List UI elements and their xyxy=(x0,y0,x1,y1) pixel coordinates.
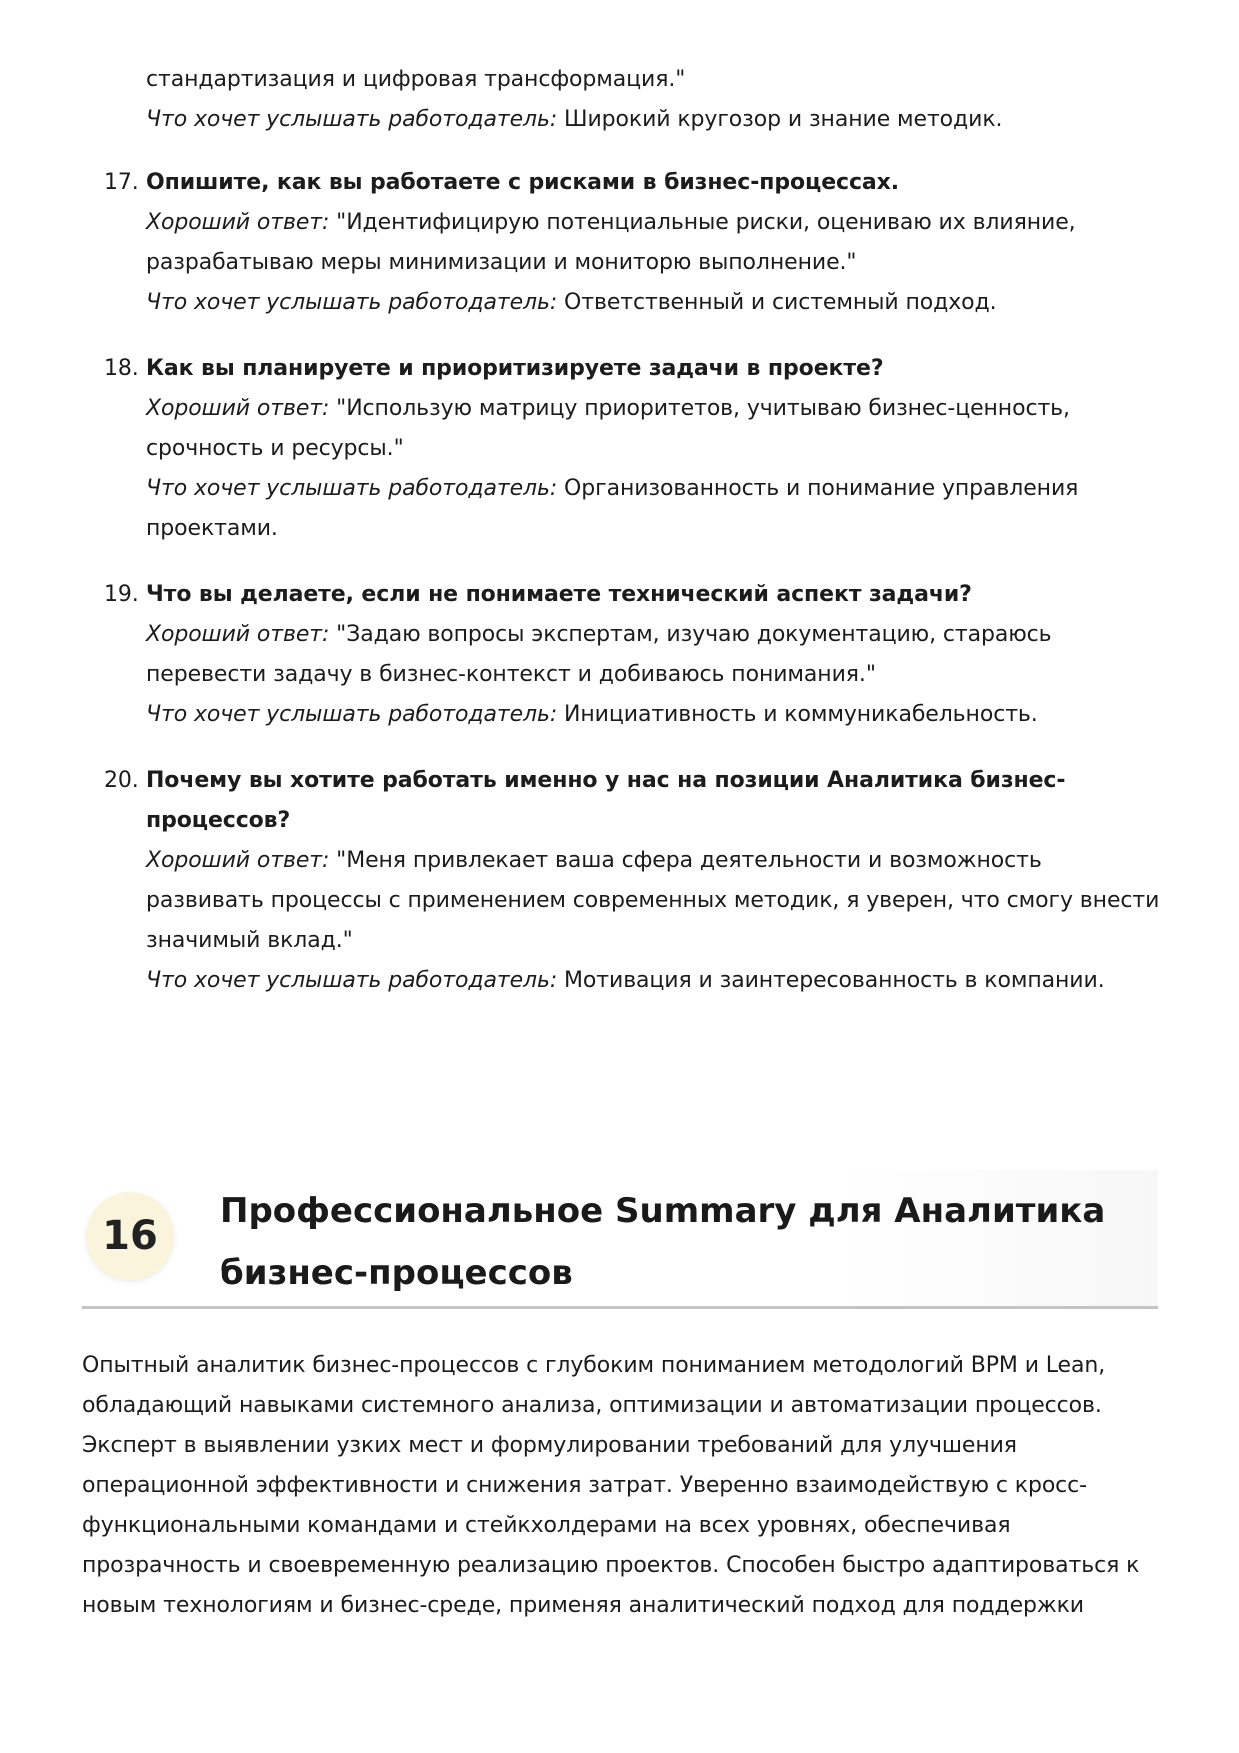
question-title xyxy=(104,349,1164,389)
section-title-line: Профессиональное Summary для Аналитика xyxy=(220,1191,1106,1231)
summary-line: обладающий навыками системного анализа, оптимизации и автоматизации процессов. xyxy=(82,1393,1102,1418)
summary-line: операционной эффективности и снижения затрат. Уверенно взаимодействую с кросс- xyxy=(82,1473,1088,1498)
question-title-text: Что вы делаете, если не понимаете технический аспект задачи? xyxy=(146,582,972,607)
question-title-continuation xyxy=(104,801,1164,841)
employer-text: Организованность и понимание управления xyxy=(557,476,1079,501)
good-answer-label: Хороший ответ: xyxy=(146,848,330,873)
employer-text: Инициативность и коммуникабельность. xyxy=(557,702,1038,727)
question-18 xyxy=(104,349,1164,549)
summary-line: функциональными командами и стейкхолдерами на всех уровнях, обеспечивая xyxy=(82,1513,1011,1538)
question-16-continuation xyxy=(146,60,1002,140)
employer-text: проектами. xyxy=(146,516,278,541)
question-title xyxy=(104,163,1164,203)
section-title-line: бизнес-процессов xyxy=(220,1253,573,1293)
question-number: 17. xyxy=(104,170,139,195)
question-title-text: Опишите, как вы работаете с рисками в бизнес-процессах. xyxy=(146,170,899,195)
question-title xyxy=(104,761,1164,801)
employer-text: Широкий кругозор и знание методик. xyxy=(557,107,1003,132)
section-title xyxy=(220,1180,1120,1304)
employer-expectation xyxy=(146,283,1164,323)
employer-expectation xyxy=(146,961,1164,1001)
good-answer-text: развивать процессы с применением современных методик, я уверен, что смогу внести xyxy=(146,888,1160,913)
summary-line: Эксперт в выявлении узких мест и формулировании требований для улучшения xyxy=(82,1433,1017,1458)
question-title-text: Как вы планируете и приоритизируете задачи в проекте? xyxy=(146,356,884,381)
good-answer-label: Хороший ответ: xyxy=(146,622,330,647)
summary-line: прозрачность и своевременную реализацию проектов. Способен быстро адаптироваться к xyxy=(82,1553,1140,1578)
good-answer xyxy=(146,389,1164,429)
good-answer-text: перевести задачу в бизнес-контекст и добиваюсь понимания." xyxy=(146,662,876,687)
good-answer xyxy=(146,615,1164,655)
question-title-text: процессов? xyxy=(146,808,291,833)
section-header xyxy=(82,1170,1158,1309)
good-answer-text: "Использую матрицу приоритетов, учитываю бизнес-ценность, xyxy=(329,396,1070,421)
question-number: 19. xyxy=(104,582,139,607)
good-answer-text: "Идентифицирую потенциальные риски, оцениваю их влияние, xyxy=(329,210,1076,235)
employer-expectation xyxy=(146,469,1164,509)
question-19 xyxy=(104,575,1164,735)
question-number: 18. xyxy=(104,356,139,381)
good-answer-text: срочность и ресурсы." xyxy=(146,436,404,461)
employer-text: Ответственный и системный подход. xyxy=(557,290,997,315)
employer-label: Что хочет услышать работодатель: xyxy=(146,968,558,993)
employer-label: Что хочет услышать работодатель: xyxy=(146,702,558,727)
good-answer-text: разрабатываю меры минимизации и мониторю выполнение." xyxy=(146,250,857,275)
employer-label: Что хочет услышать работодатель: xyxy=(146,476,558,501)
good-answer-continuation: стандартизация и цифровая трансформация." xyxy=(146,67,686,92)
question-number: 20. xyxy=(104,768,139,793)
employer-label: Что хочет услышать работодатель: xyxy=(146,290,558,315)
good-answer-text: значимый вклад." xyxy=(146,928,353,953)
good-answer-label: Хороший ответ: xyxy=(146,210,330,235)
summary-line: новым технологиям и бизнес-среде, применяя аналитический подход для поддержки xyxy=(82,1593,1084,1618)
employer-label: Что хочет услышать работодатель: xyxy=(146,107,558,132)
section-number-badge: 16 xyxy=(86,1192,174,1280)
summary-paragraph xyxy=(82,1346,1162,1626)
good-answer xyxy=(146,841,1164,881)
question-20 xyxy=(104,761,1164,1001)
question-title-text: Почему вы хотите работать именно у нас на позиции Аналитика бизнес- xyxy=(146,768,1066,793)
good-answer-text: "Задаю вопросы экспертам, изучаю документацию, стараюсь xyxy=(329,622,1052,647)
question-title xyxy=(104,575,1164,615)
good-answer xyxy=(146,203,1164,243)
good-answer-text: "Меня привлекает ваша сфера деятельности и возможность xyxy=(329,848,1042,873)
employer-text: Мотивация и заинтересованность в компании. xyxy=(557,968,1105,993)
employer-expectation xyxy=(146,100,1002,140)
good-answer-label: Хороший ответ: xyxy=(146,396,330,421)
summary-line: Опытный аналитик бизнес-процессов с глубоким пониманием методологий BPM и Lean, xyxy=(82,1353,1106,1378)
question-17 xyxy=(104,163,1164,323)
employer-expectation xyxy=(146,695,1164,735)
